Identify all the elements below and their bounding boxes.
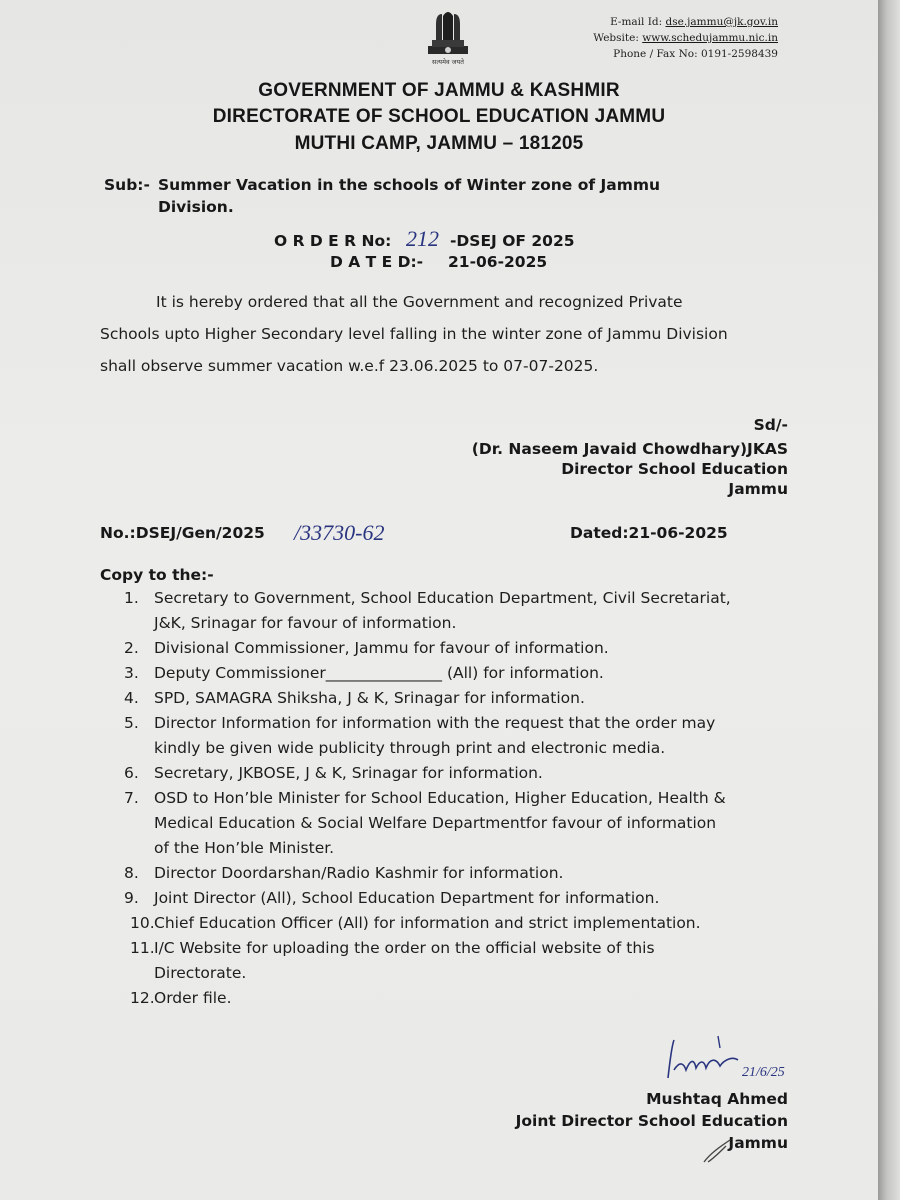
signatory-2-name: Mushtaq Ahmed: [646, 1090, 788, 1108]
copy-item-line: SPD, SAMAGRA Shiksha, J & K, Srinagar for information.: [154, 689, 585, 707]
reference-dated: Dated:21-06-2025: [570, 524, 728, 542]
copy-list-item: [100, 986, 800, 1011]
signatory-1-name: (Dr. Naseem Javaid Chowdhary)JKAS: [471, 440, 788, 458]
copy-item-line: Director Doordarshan/Radio Kashmir for information.: [154, 864, 564, 882]
order-dated-value: 21-06-2025: [448, 253, 548, 271]
copy-item-line: Order file.: [154, 989, 232, 1007]
body-line-2: Schools upto Higher Secondary level falling in the winter zone of Jammu Division: [100, 325, 728, 343]
handwritten-signature: [660, 1030, 820, 1090]
subject-line-1: Summer Vacation in the schools of Winter zone of Jammu: [158, 176, 661, 194]
email-link[interactable]: dse.jammu@jk.gov.in: [665, 16, 778, 28]
signature-date: 21/6/25: [742, 1065, 785, 1080]
copy-item-number: 7.: [124, 789, 139, 807]
copy-item-number: 1.: [124, 589, 139, 607]
copy-item-line: OSD to Hon’ble Minister for School Education, Higher Education, Health &: [154, 789, 726, 807]
order-no-label: O R D E R No:: [274, 232, 392, 250]
reference-no-label: No.:DSEJ/Gen/2025: [100, 524, 265, 542]
copy-item-number: 11.: [130, 939, 155, 957]
copy-list-item: [100, 936, 800, 986]
emblem-caption: सत्यमेव जयते: [432, 58, 464, 66]
website-label: Website:: [593, 32, 639, 44]
copy-item-number: 10.: [130, 914, 155, 932]
subject-line-2: Division.: [158, 198, 234, 216]
copy-item-line: Deputy Commissioner_______________ (All) for information.: [154, 664, 604, 682]
heading-government: GOVERNMENT OF JAMMU & KASHMIR: [258, 80, 620, 101]
reference-no-handwritten: /33730-62: [294, 520, 385, 545]
copy-item-line: Chief Education Officer (All) for information and strict implementation.: [154, 914, 701, 932]
order-body: [100, 286, 788, 382]
signatory-1-place: Jammu: [728, 480, 788, 498]
copy-list-item: [100, 761, 800, 786]
copy-list-item: [100, 861, 800, 886]
phone-fax: Phone / Fax No: 0191-2598439: [613, 48, 778, 60]
heading-directorate: DIRECTORATE OF SCHOOL EDUCATION JAMMU: [212, 106, 666, 127]
copy-item-number: 9.: [124, 889, 139, 907]
copy-list-item: [100, 586, 800, 636]
copy-item-line: Joint Director (All), School Education Department for information.: [154, 889, 660, 907]
page-edge-shadow: [878, 0, 900, 1200]
copy-list-item: [100, 636, 800, 661]
state-emblem-icon: [418, 6, 478, 68]
copy-item-number: 2.: [124, 639, 139, 657]
copy-list: [100, 586, 800, 1011]
copy-item-number: 3.: [124, 664, 139, 682]
copy-item-line: Medical Education & Social Welfare Departmentfor favour of information: [154, 814, 717, 832]
copy-item-number: 4.: [124, 689, 139, 707]
contact-block: [593, 14, 778, 62]
signatory-2-designation: Joint Director School Education: [515, 1112, 788, 1130]
copy-list-item: [100, 661, 800, 686]
copy-item-number: 12.: [130, 989, 155, 1007]
email-label: E-mail Id:: [610, 16, 663, 28]
order-no-suffix: -DSEJ OF 2025: [450, 232, 575, 250]
copy-item-line: of the Hon’ble Minister.: [154, 839, 335, 857]
sd-mark: Sd/-: [753, 416, 788, 434]
signatory-1-designation: Director School Education: [561, 460, 788, 478]
copy-item-line: kindly be given wide publicity through print and electronic media.: [154, 739, 666, 757]
copy-list-item: [100, 686, 800, 711]
body-line-1: It is hereby ordered that all the Government and recognized Private: [156, 293, 683, 311]
body-line-3: shall observe summer vacation w.e.f 23.06.2025 to 07-07-2025.: [100, 357, 599, 375]
signatory-2-place: Jammu: [728, 1134, 788, 1152]
copy-item-line: I/C Website for uploading the order on the official website of this: [154, 939, 655, 957]
copy-item-number: 8.: [124, 864, 139, 882]
order-dated-label: D A T E D:-: [330, 253, 424, 271]
copy-list-item: [100, 886, 800, 911]
copy-item-line: J&K, Srinagar for favour of information.: [154, 614, 457, 632]
copy-to-title: Copy to the:-: [100, 566, 214, 584]
copy-item-line: Directorate.: [154, 964, 247, 982]
subject-label: Sub:-: [104, 176, 150, 194]
website-link[interactable]: www.schedujammu.nic.in: [642, 32, 778, 44]
heading-address: MUTHI CAMP, JAMMU – 181205: [294, 133, 584, 154]
signature-flourish: [700, 1136, 740, 1166]
order-no-handwritten: 212: [406, 226, 439, 251]
copy-list-item: [100, 911, 800, 936]
copy-item-number: 5.: [124, 714, 139, 732]
copy-item-line: Director Information for information with the request that the order may: [154, 714, 716, 732]
copy-list-item: [100, 711, 800, 761]
copy-item-line: Secretary to Government, School Education Department, Civil Secretariat,: [154, 589, 731, 607]
copy-item-line: Secretary, JKBOSE, J & K, Srinagar for information.: [154, 764, 543, 782]
copy-list-item: [100, 786, 800, 861]
copy-item-line: Divisional Commissioner, Jammu for favour of information.: [154, 639, 609, 657]
copy-item-number: 6.: [124, 764, 139, 782]
